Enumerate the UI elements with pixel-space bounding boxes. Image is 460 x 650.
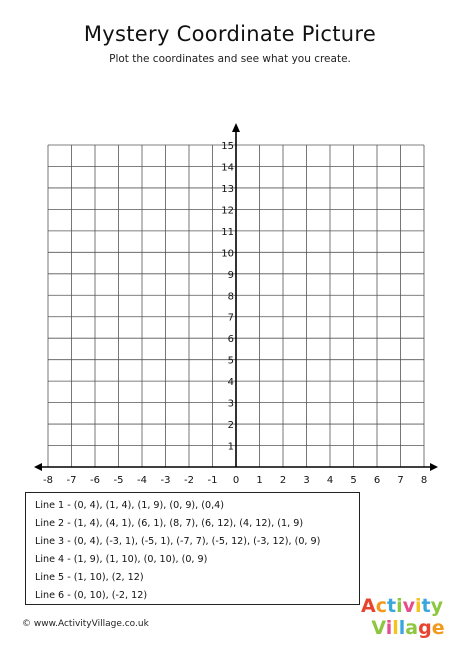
x-axis-arrow-right bbox=[430, 463, 438, 471]
y-tick-label: 9 bbox=[227, 269, 234, 281]
instruction-line-2: Line 2 - (1, 4), (4, 1), (6, 1), (8, 7), (6, 12), (4, 12), (1, 9) bbox=[35, 518, 304, 530]
x-tick-label: -2 bbox=[184, 475, 194, 486]
y-tick-label: 10 bbox=[221, 248, 234, 260]
page-subtitle: Plot the coordinates and see what you create. bbox=[109, 53, 351, 65]
x-tick-label: -5 bbox=[113, 475, 124, 486]
x-tick-label: 5 bbox=[350, 475, 357, 486]
x-tick-label: 6 bbox=[373, 475, 381, 486]
y-tick-label: 11 bbox=[221, 226, 234, 238]
y-tick-label: 1 bbox=[227, 441, 234, 453]
y-tick-label: 15 bbox=[221, 141, 234, 152]
y-tick-label: 8 bbox=[227, 291, 234, 303]
y-tick-label: 2 bbox=[227, 420, 234, 432]
x-tick-label: 0 bbox=[232, 475, 240, 486]
instruction-line-3: Line 3 - (0, 4), (-3, 1), (-5, 1), (-7, 7), (-5, 12), (-3, 12), (0, 9) bbox=[35, 536, 321, 548]
y-tick-label: 13 bbox=[221, 183, 234, 195]
y-tick-label: 4 bbox=[227, 377, 234, 389]
y-tick-label: 3 bbox=[227, 398, 234, 410]
y-tick-label: 5 bbox=[227, 355, 234, 367]
x-tick-label: 2 bbox=[279, 475, 287, 486]
x-tick-label: -6 bbox=[90, 475, 100, 486]
x-tick-label: -3 bbox=[160, 475, 171, 486]
y-axis-arrow-up bbox=[232, 123, 240, 132]
x-tick-label: 1 bbox=[256, 475, 263, 486]
x-tick-label: -4 bbox=[137, 475, 147, 486]
instruction-line-6: Line 6 - (0, 10), (-2, 12) bbox=[35, 590, 148, 602]
x-tick-label: 4 bbox=[326, 475, 334, 486]
x-tick-label: 7 bbox=[397, 475, 404, 486]
copyright-text: © www.ActivityVillage.co.uk bbox=[22, 619, 149, 629]
page-title: Mystery Coordinate Picture bbox=[83, 22, 377, 46]
y-tick-label: 7 bbox=[227, 312, 234, 324]
svg-text:Village: Village bbox=[371, 617, 445, 639]
coordinate-instructions-box bbox=[25, 492, 360, 605]
x-tick-label: 3 bbox=[303, 475, 310, 486]
y-tick-label: 6 bbox=[227, 334, 234, 346]
y-tick-label: 12 bbox=[221, 205, 234, 217]
x-tick-label: -7 bbox=[66, 475, 77, 486]
x-axis-arrow-left bbox=[34, 463, 42, 471]
instruction-line-4: Line 4 - (1, 9), (1, 10), (0, 10), (0, 9) bbox=[35, 554, 208, 566]
y-tick-label: 14 bbox=[221, 162, 234, 174]
x-tick-label: -1 bbox=[207, 475, 218, 486]
x-tick-label: -8 bbox=[43, 475, 53, 486]
instruction-line-1: Line 1 - (0, 4), (1, 4), (1, 9), (0, 9), (0,4) bbox=[35, 500, 225, 511]
activity-village-logo bbox=[352, 592, 452, 640]
instruction-line-5: Line 5 - (1, 10), (2, 12) bbox=[35, 572, 144, 584]
x-tick-label: 8 bbox=[420, 475, 428, 486]
svg-text:Activity: Activity bbox=[361, 595, 443, 617]
